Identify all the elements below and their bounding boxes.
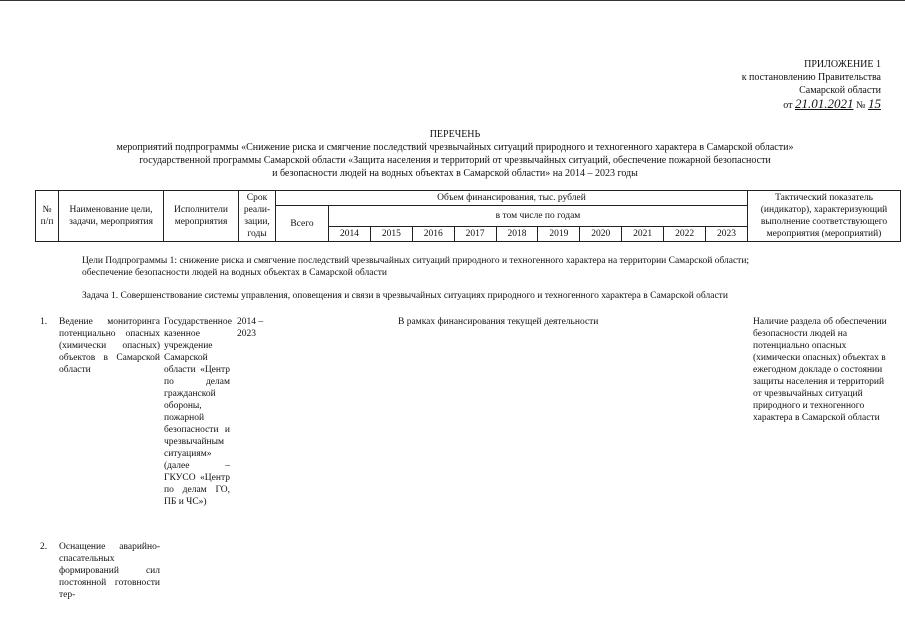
- annex-number-label: №: [855, 100, 866, 111]
- annex-line-2: Самарской области: [799, 85, 881, 96]
- annex-block: [661, 58, 881, 112]
- col-fin-header: Объем финансирования, тыс. рублей: [276, 191, 748, 206]
- row-2-name: Оснащение аварийно-спасательных формирований сил постоянной готовности тер-: [59, 542, 160, 600]
- annex-title: ПРИЛОЖЕНИЕ 1: [804, 59, 881, 70]
- year-cell: 2019: [538, 227, 580, 242]
- heading-line-3: и безопасности людей на водных объектах в Самарской области» на 2014 – 2023 годы: [272, 168, 638, 179]
- heading-title: ПЕРЕЧЕНЬ: [429, 129, 481, 140]
- heading-line-1: мероприятий подпрограммы «Снижение риска и смягчение последствий чрезвычайных ситуаций природного и техногенного характера в Самарской области»: [116, 142, 794, 153]
- year-cell: 2017: [454, 227, 496, 242]
- row-1-term: 2014 – 2023: [237, 317, 264, 339]
- annex-date-line: [661, 97, 881, 112]
- annex-date: 21.01.2021: [794, 96, 854, 111]
- task-text: Задача 1. Совершенствование системы управления, оповещения и связи в чрезвычайных ситуациях природного и техногенного характера в Самарской области: [82, 291, 728, 301]
- col-exec-header: Исполнители мероприятия: [164, 191, 239, 242]
- year-cell: 2020: [580, 227, 622, 242]
- year-cell: 2022: [664, 227, 706, 242]
- row-1-num: 1.: [40, 317, 48, 327]
- col-total-header: Всего: [276, 206, 329, 242]
- col-indicator-header: Тактический показатель (индикатор), характеризующий выполнение соответствующего мероприятия (мероприятий): [748, 191, 901, 242]
- document-heading: [60, 128, 850, 180]
- row-1-indicator: Наличие раздела об обеспечении безопасности людей на потенциально опасных (химически опасных) объектах в ежегодном докладе о состоянии защиты населения и территорий от чрезвычайных ситуаций природного и техногенного характера в Самарской области: [753, 317, 887, 423]
- row-1-executor: Государственное казенное учреждение Самарской области «Центр по делам гражданской обороны, пожарной безопасности и чрезвычайным ситуациям» (далее – ГКУСО «Центр по делам ГО, ПБ и ЧС»): [164, 317, 232, 507]
- heading-line-2: государственной программы Самарской области «Защита населения и территорий от чрезвычайных ситуаций, обеспечение пожарной безопасности: [139, 155, 771, 166]
- table-header: [35, 190, 901, 242]
- year-cell: 2014: [329, 227, 371, 242]
- annex-from-label: от: [783, 100, 793, 111]
- col-by-years-header: в том числе по годам: [329, 206, 748, 227]
- year-cell: 2016: [412, 227, 454, 242]
- col-num-header: № п/п: [36, 191, 59, 242]
- year-cell: 2018: [496, 227, 538, 242]
- annex-number: 15: [868, 96, 881, 111]
- row-1-name: Ведение мониторинга потенциально опасных (химически опасных) объектов в Самарской области: [59, 317, 160, 375]
- year-cell: 2015: [370, 227, 412, 242]
- year-cell: 2021: [622, 227, 664, 242]
- row-1-financing: В рамках финансирования текущей деятельности: [398, 317, 599, 327]
- goals-text: Цели Подпрограммы 1: снижение риска и смягчение последствий чрезвычайных ситуаций природного и техногенного характера на территории Самарской области; обеспечение безопасности людей на водных объектах в Самарской области: [82, 256, 750, 278]
- col-term-header: Срок реали-зации, годы: [239, 191, 276, 242]
- col-name-header: Наименование цели, задачи, мероприятия: [59, 191, 164, 242]
- top-border-line: [0, 0, 905, 1]
- row-2-num: 2.: [40, 542, 48, 552]
- year-cell: 2023: [706, 227, 748, 242]
- annex-line-1: к постановлению Правительства: [741, 72, 881, 83]
